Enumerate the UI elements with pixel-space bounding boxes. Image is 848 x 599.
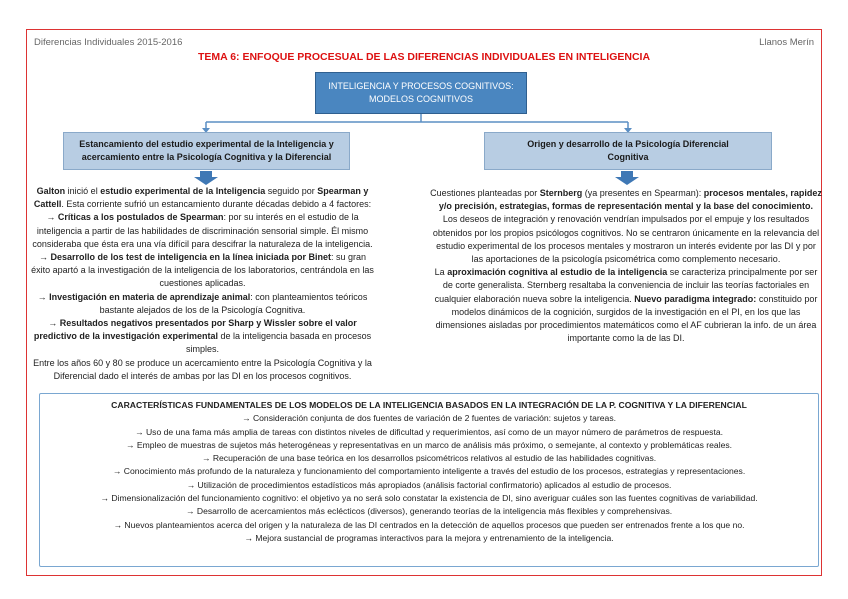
left-subtopic-line2: acercamiento entre la Psicología Cognitiva y la Diferencial [81, 152, 332, 162]
left-column-text [30, 185, 375, 383]
main-topic-line2: MODELOS COGNITIVOS [368, 94, 473, 104]
right-paragraph: Cuestiones planteadas por Sternberg (ya presentes en Spearman): procesos mentales, rapidez y/o precisión, estrategias, formas de representación mental y la base del conocimiento. [430, 188, 822, 212]
right-subtopic-line1: Origen y desarrollo de la Psicología Diferencial [527, 138, 729, 149]
characteristics-title: CARACTERÍSTICAS FUNDAMENTALES DE LOS MODELOS DE LA INTELIGENCIA BASADOS EN LA INTEGRACIÓN DE LA P. COGNITIVA Y LA DIFERENCIAL [111, 400, 747, 410]
left-paragraph: Galton inició el estudio experimental de la Inteligencia seguido por Spearman y Cattell. Esta corriente sufrió un estancamiento durante décadas debido a 4 factores: [33, 186, 372, 210]
characteristic-item: → Conocimiento más profundo de la naturaleza y funcionamiento del comportamiento inteligente a través del estudio de los procesos, estrategias y representaciones. [112, 466, 746, 477]
left-paragraph: → Críticas a los postulados de Spearman: por su interés en el estudio de la inteligencia a partir de las habilidades de discriminación sensorial simple. Él mismo consideraba que ésta era una vía difícil para descifrar la naturaleza de la inteligencia. [32, 212, 373, 249]
characteristics-list [39, 399, 819, 545]
right-subtopic-box [484, 132, 772, 170]
characteristic-item: → Uso de una fama más amplia de tareas con distintos niveles de dificultad y requerimientos, así como de un mayor número de parámetros de respuesta. [134, 426, 724, 437]
main-topic-box [315, 72, 527, 114]
right-paragraph: La aproximación cognitiva al estudio de la inteligencia se caracteriza principalmente por ser de corte generalista. Sternberg resaltaba la conveniencia de incluir las teorías factoriales en cualquier elaboración nueva sobre la inteligencia. Nuevo paradigma integrado: constituido por modelos dinámicos de la cognición, surgidos de la investigación en el PI, en los que las dimensiones aisladas por procedimientos matemáticos como el AF cubrieran la info. de un área importante como la de las DI. [434, 267, 818, 344]
right-subtopic-line2: Cognitiva [607, 152, 649, 162]
characteristic-item: → Utilización de procedimientos estadísticos más apropiados (análisis factorial confirmatorio) aplicados al estudio de procesos. [186, 479, 672, 490]
left-paragraph: → Investigación en materia de aprendizaje animal: con planteamientos teóricos bastante alejados de los de la Psicología Cognitiva. [37, 291, 368, 315]
left-subtopic-box [63, 132, 350, 170]
header-author: Llanos Merín [759, 37, 814, 48]
page-title: TEMA 6: ENFOQUE PROCESUAL DE LAS DIFERENCIAS INDIVIDUALES EN INTELIGENCIA [197, 51, 651, 63]
characteristic-item: → Desarrollo de acercamientos más eclécticos (diversos), generando teorías de la inteligencia más flexibles y comprehensivas. [185, 506, 673, 517]
left-paragraph: → Desarrollo de los test de inteligencia en la línea iniciada por Binet: su gran éxito apartó a la investigación de la inteligencia de los laboratorios, centrándola en las cuestiones aplicadas. [31, 252, 374, 289]
characteristic-item: → Dimensionalización del funcionamiento cognitivo: el objetivo ya no será solo constatar la existencia de DI, sino averiguar cuáles son las fuentes cognitivas de variabilidad. [100, 493, 758, 504]
left-subtopic-line1: Estancamiento del estudio experimental de la Inteligencia y [79, 138, 334, 149]
characteristic-item: → Nuevos planteamientos acerca del origen y la naturaleza de las DI centrados en la detección de aquellos procesos que pueden ser entrenados frente a los que no. [113, 519, 745, 530]
header-course: Diferencias Individuales 2015-2016 [34, 37, 183, 48]
characteristic-item: → Recuperación de una base teórica en los desarrollos psicométricos relativos al estudio de las habilidades cognitivas. [201, 453, 657, 464]
right-column-text [430, 187, 822, 345]
main-topic-line1: INTELIGENCIA Y PROCESOS COGNITIVOS: [328, 80, 514, 91]
characteristic-item: → Empleo de muestras de sujetos más heterogéneas y representativas en un marco de análisis más próximo, o semejante, al contexto y problemáticas reales. [125, 439, 733, 450]
right-paragraph: Los deseos de integración y renovación vendrían impulsados por el empuje y los resultados obtenidos por los propios psicólogos cognitivos. No se centraron únicamente en la relevancia del estudio experimental de los procesos mentales y mostraron un interés evidente por las DI y por las aportaciones de la psicología psicométrica como complemento necesario. [432, 214, 820, 265]
characteristic-item: → Consideración conjunta de dos fuentes de variación de 2 fuentes de variación: sujetos y tareas. [241, 413, 617, 424]
left-paragraph: Entre los años 60 y 80 se produce un acercamiento entre la Psicología Cognitiva y la Diferencial dado el interés de ambas por las DI en los procesos cognitivos. [33, 357, 372, 381]
characteristic-item: → Mejora sustancial de programas interactivos para la mejora y entrenamiento de la inteligencia. [244, 532, 614, 543]
left-paragraph: → Resultados negativos presentados por Sharp y Wissler sobre el valor predictivo de la investigación experimental de la inteligencia basada en procesos simples. [33, 318, 372, 355]
